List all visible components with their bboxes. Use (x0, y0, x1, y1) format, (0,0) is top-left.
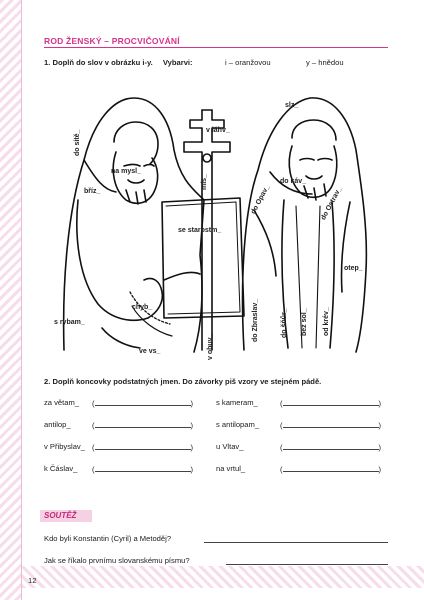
word-ve-vs: ve vs_ (139, 348, 161, 355)
pattern-answer-right-1[interactable]: ( ) (280, 399, 382, 408)
word-do-site: do sítě_ (74, 129, 81, 156)
section-rule (44, 47, 388, 48)
task-1-instruction: Vybarvi: (162, 58, 193, 67)
pattern-answer-left-4[interactable]: ( ) (92, 465, 194, 474)
exercise-left-4: k Čáslav_ (44, 464, 78, 473)
task-1-number: 1. (44, 58, 51, 67)
soutez-title: SOUTĚŽ (44, 511, 77, 520)
word-chyb: chyb_ (132, 304, 153, 311)
exercise-right-2: s antilopam_ (216, 420, 260, 429)
task-1-heading (44, 58, 193, 67)
word-bez-sol: bez sol_ (301, 308, 308, 336)
section-title: ROD ŽENSKÝ – PROCVIČOVÁNÍ (44, 36, 180, 46)
exercise-right-1: s kameram_ (216, 398, 258, 407)
task-1-text: Doplň do slov v obrázku i-y. (52, 58, 153, 67)
pattern-answer-left-3[interactable]: ( ) (92, 443, 194, 452)
legend-i-orange: i – oranžovou (225, 58, 271, 67)
pattern-answer-right-4[interactable]: ( ) (280, 465, 382, 474)
word-v-obuv: v obuv_ (207, 333, 214, 360)
answer-line-1[interactable] (204, 542, 388, 543)
word-do-zbraslav: do Zbraslav_ (252, 298, 259, 342)
word-mis: mís_ (201, 174, 208, 190)
word-do-ostrav: do Ostrav_ (320, 185, 344, 222)
answer-line-2[interactable] (226, 564, 388, 565)
task-2-text: Doplň koncovky podstatných jmen. Do závorky piš vzory ve stejném pádě. (52, 377, 322, 386)
word-v-lahv: v láhv_ (206, 127, 230, 134)
question-2: Jak se říkalo prvnímu slovanskému písmu? (44, 556, 190, 565)
saints-illustration (44, 80, 388, 370)
pattern-answer-left-2[interactable]: ( ) (92, 421, 194, 430)
word-briz: bříz_ (84, 188, 101, 195)
decorative-bottom-border (22, 566, 424, 588)
saints-drawing (44, 80, 388, 370)
word-do-snur: do šňůr_ (281, 308, 288, 338)
exercise-right-4: na vrtul_ (216, 464, 246, 473)
word-do-opav: do Opav_ (250, 183, 272, 216)
word-otep: otep_ (344, 265, 363, 272)
word-na-mysl: na mysl_ (111, 168, 141, 175)
exercise-left-1: za větam_ (44, 398, 80, 407)
word-do-kav: do káv_ (280, 178, 307, 185)
task-2-number: 2. (44, 377, 51, 386)
pattern-answer-right-3[interactable]: ( ) (280, 443, 382, 452)
exercise-left-3: v Přibyslav_ (44, 442, 85, 451)
page-number: 12 (28, 576, 37, 585)
word-slz: slz_ (285, 102, 299, 109)
exercise-left-2: antilop_ (44, 420, 71, 429)
word-se-starostm: se starostm_ (178, 227, 222, 234)
legend-y-brown: y – hnědou (306, 58, 344, 67)
task-2-heading (44, 377, 321, 386)
pattern-answer-right-2[interactable]: ( ) (280, 421, 382, 430)
decorative-left-border (0, 0, 22, 600)
exercise-right-3: u Vltav_ (216, 442, 244, 451)
pattern-answer-left-1[interactable]: ( ) (92, 399, 194, 408)
word-od-krev: od krév_ (323, 307, 330, 336)
word-s-rybam: s rybam_ (54, 319, 85, 326)
question-1: Kdo byli Konstantin (Cyril) a Metoděj? (44, 534, 172, 543)
